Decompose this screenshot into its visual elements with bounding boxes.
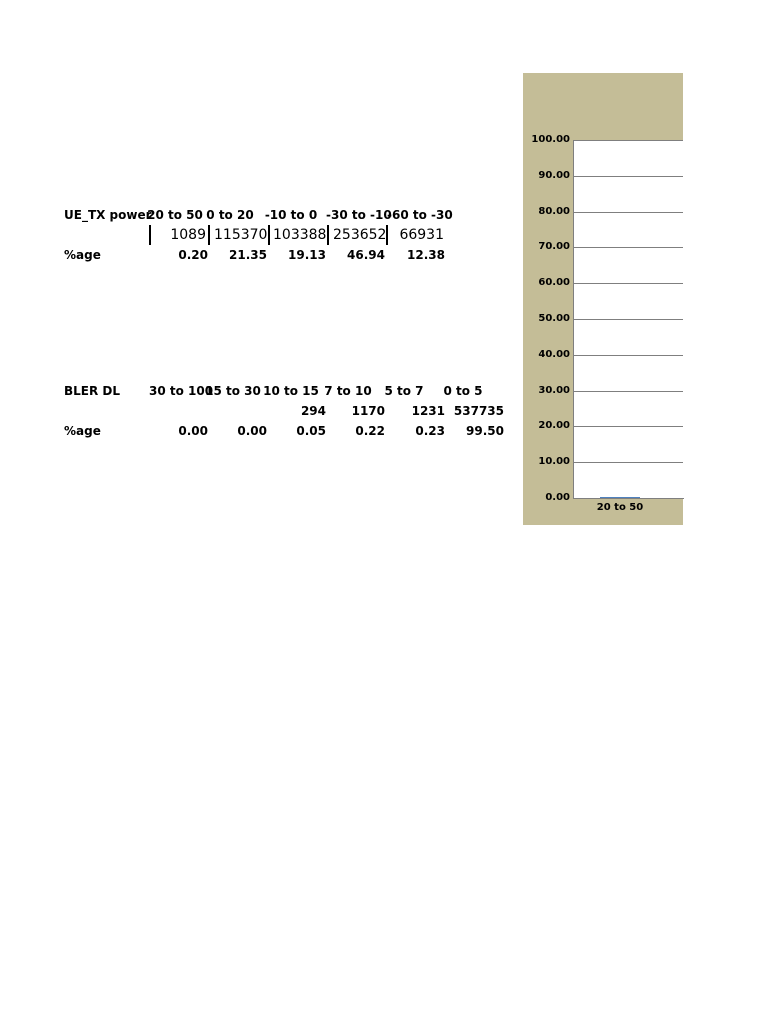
bler-dl-count-2: 294	[300, 404, 326, 418]
chart-gridline	[573, 355, 683, 356]
ue-tx-count-2: 103388	[273, 227, 327, 243]
chart-gridline	[573, 426, 683, 427]
ue-tx-pct-3: 46.94	[347, 248, 385, 262]
chart-gridline	[573, 140, 683, 141]
chart-bar	[600, 497, 640, 498]
cell-border	[149, 225, 151, 245]
bler-dl-count-5: 537735	[453, 404, 504, 418]
chart-y-tick-label: 50.00	[538, 313, 570, 324]
chart-y-tick-label: 60.00	[538, 277, 570, 288]
chart-gridline	[573, 319, 683, 320]
chart-x-tick-label: 20 to 50	[596, 502, 644, 513]
chart-y-tick-label: 10.00	[538, 456, 570, 467]
chart-y-tick-label: 90.00	[538, 170, 570, 181]
cell-border	[268, 225, 270, 245]
ue-tx-pct-label: %age	[64, 248, 101, 262]
chart-y-tick-label: 100.00	[531, 134, 570, 145]
chart-y-tick-label: 30.00	[538, 385, 570, 396]
bler-dl-pct-4: 0.23	[415, 424, 445, 438]
bler-dl-pct-3: 0.22	[355, 424, 385, 438]
ue-tx-header-4: -60 to -30	[387, 208, 453, 222]
bler-dl-pct-5: 99.50	[466, 424, 504, 438]
chart-gridline	[573, 462, 683, 463]
bler-dl-header-1: 15 to 30	[205, 384, 261, 398]
ue-tx-pct-0: 0.20	[178, 248, 208, 262]
cell-border	[386, 225, 388, 245]
ue-tx-label: UE_TX power	[64, 208, 152, 222]
ue-tx-count-1: 115370	[214, 227, 268, 243]
ue-tx-pct-4: 12.38	[407, 248, 445, 262]
ue-tx-count-0: 1089	[170, 227, 206, 243]
ue-tx-header-1: 0 to 20	[206, 208, 254, 222]
chart-gridline	[573, 176, 683, 177]
bler-dl-count-4: 1231	[411, 404, 445, 418]
bler-dl-pct-label: %age	[64, 424, 101, 438]
cell-border	[208, 225, 210, 245]
chart-y-tick-label: 40.00	[538, 349, 570, 360]
chart-y-tick-label: 20.00	[538, 420, 570, 431]
ue-tx-header-0: 20 to 50	[147, 208, 203, 222]
bler-dl-pct-0: 0.00	[178, 424, 208, 438]
ue-tx-count-4: 66931	[399, 227, 444, 243]
chart-gridline	[573, 391, 683, 392]
bler-dl-pct-1: 0.00	[237, 424, 267, 438]
bler-dl-pct-2: 0.05	[296, 424, 326, 438]
chart-y-tick-label: 70.00	[538, 241, 570, 252]
ue-tx-header-2: -10 to 0	[264, 208, 318, 222]
chart-gridline	[573, 212, 683, 213]
chart-gridline	[573, 247, 683, 248]
bler-dl-header-2: 10 to 15	[263, 384, 319, 398]
chart-gridline	[573, 283, 683, 284]
cell-border	[327, 225, 329, 245]
ue-tx-count-3: 253652	[333, 227, 387, 243]
chart-y-tick-label: 80.00	[538, 206, 570, 217]
bler-dl-header-0: 30 to 100	[149, 384, 214, 398]
bler-dl-header-5: 0 to 5	[443, 384, 483, 398]
ue-tx-header-3: -30 to -10	[326, 208, 392, 222]
ue-tx-pct-1: 21.35	[229, 248, 267, 262]
bler-dl-header-3: 7 to 10	[324, 384, 372, 398]
bler-dl-header-4: 5 to 7	[384, 384, 424, 398]
chart-y-tick-label: 0.00	[545, 492, 570, 503]
ue-tx-pct-2: 19.13	[288, 248, 326, 262]
bler-dl-count-3: 1170	[351, 404, 385, 418]
bler-dl-label: BLER DL	[64, 384, 121, 398]
